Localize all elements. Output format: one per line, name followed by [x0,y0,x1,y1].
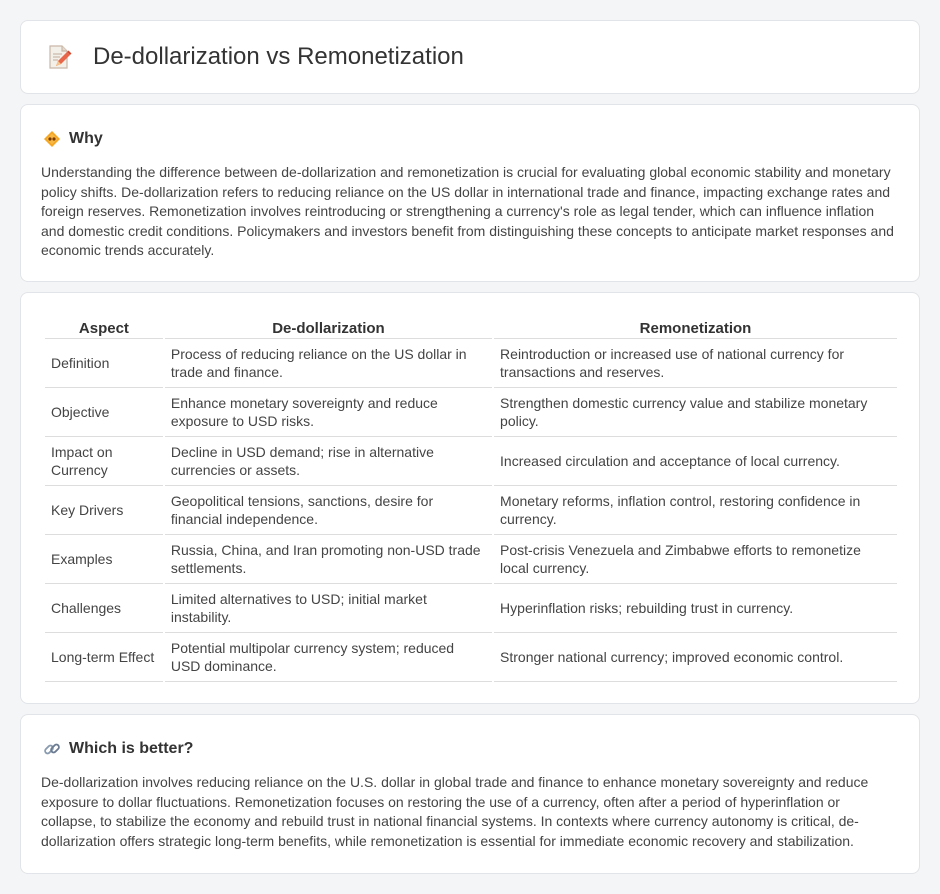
cell-de-dollarization: Limited alternatives to USD; initial market instability. [165,584,492,633]
why-section [20,104,920,282]
title-row [21,21,919,93]
header-remonetization: Remonetization [494,315,897,339]
header-aspect: Aspect [45,315,163,339]
cell-aspect: Objective [45,388,163,437]
cell-de-dollarization: Decline in USD demand; rise in alternative currencies or assets. [165,437,492,486]
cell-remonetization: Reintroduction or increased use of national currency for transactions and reserves. [494,339,897,388]
cell-remonetization: Strengthen domestic currency value and stabilize monetary policy. [494,388,897,437]
cell-aspect: Definition [45,339,163,388]
cell-remonetization: Increased circulation and acceptance of local currency. [494,437,897,486]
header-de-dollarization: De-dollarization [165,315,492,339]
table-row [45,535,897,584]
cell-de-dollarization: Enhance monetary sovereignty and reduce exposure to USD risks. [165,388,492,437]
diamond-sign-icon [43,130,61,148]
cell-remonetization: Post-crisis Venezuela and Zimbabwe efforts to remonetize local currency. [494,535,897,584]
table-row [45,339,897,388]
table-row [45,584,897,633]
table-row [45,437,897,486]
cell-aspect: Key Drivers [45,486,163,535]
cell-aspect: Examples [45,535,163,584]
cell-remonetization: Stronger national currency; improved economic control. [494,633,897,682]
which-better-title: Which is better? [69,740,194,757]
comparison-table [43,315,899,682]
cell-de-dollarization: Geopolitical tensions, sanctions, desire for financial independence. [165,486,492,535]
table-row [45,486,897,535]
why-title: Why [69,130,103,147]
cell-aspect: Impact on Currency [45,437,163,486]
page-title: De-dollarization vs Remonetization [93,43,464,70]
cell-de-dollarization: Russia, China, and Iran promoting non-USD trade settlements. [165,535,492,584]
table-row [45,633,897,682]
why-body: Understanding the difference between de-dollarization and remonetization is crucial for evaluating global economic stability and monetary policy shifts. De-dollarization refers to reducing reliance on the US dollar in international trade and finance, impacting exchange rates and foreign reserves. Remonetization involves reintroducing or strengthening a currency's role as legal tender, which can influence inflation and domestic credit conditions. Policymakers and investors benefit from distinguishing these concepts to anticipate market responses and economic trends accurately. [41,164,894,258]
which-better-header [21,715,919,759]
which-better-body: De-dollarization involves reducing reliance on the U.S. dollar in global trade and finance to enhance monetary sovereignty and reduce exposure to dollar fluctuations. Remonetization focuses on restoring the use of a currency, often after a period of hyperinflation or collapse, to stabilize the economy and rebuild trust in national financial systems. In contexts where currency autonomy is critical, de-dollarization offers strategic long-term benefits, while remonetization is essential for immediate economic recovery and stabilization. [41,774,869,849]
comparison-card [20,292,920,704]
cell-aspect: Long-term Effect [45,633,163,682]
cell-aspect: Challenges [45,584,163,633]
cell-remonetization: Hyperinflation risks; rebuilding trust in currency. [494,584,897,633]
link-icon [43,740,61,758]
document-pencil-icon [45,43,73,71]
cell-remonetization: Monetary reforms, inflation control, restoring confidence in currency. [494,486,897,535]
table-header-row [45,315,897,339]
which-better-section [20,714,920,874]
why-header [21,105,919,149]
cell-de-dollarization: Potential multipolar currency system; reduced USD dominance. [165,633,492,682]
title-card [20,20,920,94]
cell-de-dollarization: Process of reducing reliance on the US dollar in trade and finance. [165,339,492,388]
table-row [45,388,897,437]
